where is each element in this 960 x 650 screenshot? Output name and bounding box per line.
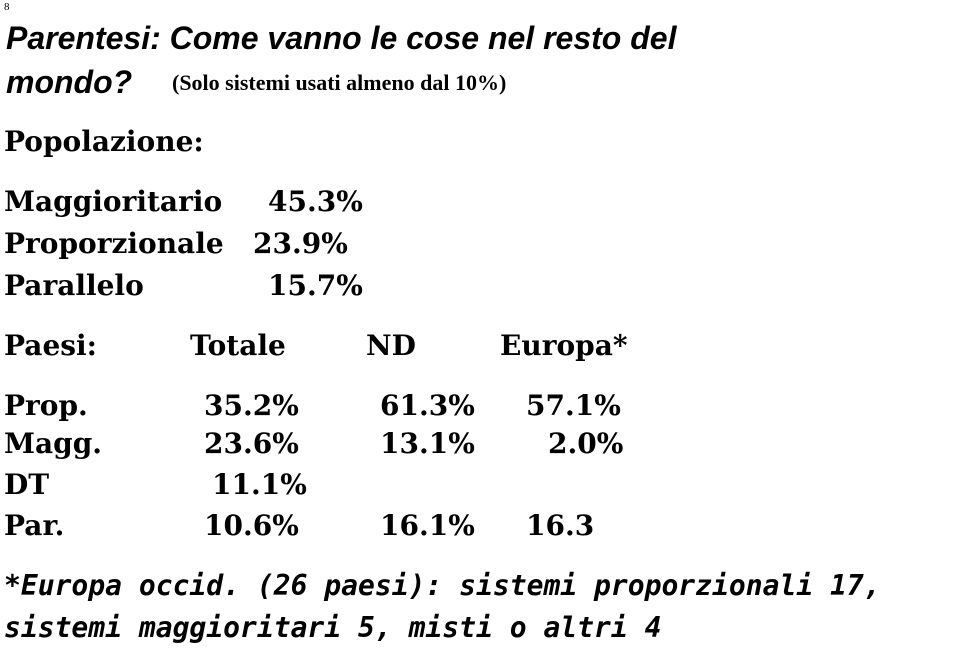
countries-header-europa: Europa* xyxy=(500,329,628,362)
table-cell-prop-europa: 57.1% xyxy=(526,389,621,422)
footnote-line-2: sistemi maggioritari 5, misti o altri 4 xyxy=(4,611,662,644)
table-cell-magg-europa: 2.0% xyxy=(548,427,624,460)
table-row-label-par: Par. xyxy=(4,509,65,542)
table-cell-dt-totale: 11.1% xyxy=(212,468,307,501)
page-number: 8 xyxy=(4,1,10,13)
table-row-label-dt: DT xyxy=(4,468,50,501)
population-value-maggioritario: 45.3% xyxy=(268,185,363,218)
population-label-parallelo: Parallelo xyxy=(4,269,144,302)
footnote-line-1: *Europa occid. (26 paesi): sistemi proporzionali 17, xyxy=(4,569,881,602)
table-cell-par-europa: 16.3 xyxy=(526,509,595,542)
page-title-line-1: Parentesi: Come vanno le cose nel resto del xyxy=(6,20,677,56)
page-title-line-2: mondo? xyxy=(6,64,133,100)
population-label-proporzionale: Proporzionale xyxy=(4,227,224,260)
population-value-proporzionale: 23.9% xyxy=(253,227,348,260)
table-cell-magg-totale: 23.6% xyxy=(204,427,299,460)
table-cell-par-nd: 16.1% xyxy=(380,509,475,542)
countries-header-nd: ND xyxy=(366,329,416,362)
table-cell-prop-nd: 61.3% xyxy=(380,389,475,422)
population-value-parallelo: 15.7% xyxy=(268,269,363,302)
population-label-maggioritario: Maggioritario xyxy=(4,185,223,218)
table-cell-magg-nd: 13.1% xyxy=(380,427,475,460)
population-heading: Popolazione: xyxy=(4,125,204,158)
countries-header-totale: Totale xyxy=(190,329,286,362)
countries-header-paesi: Paesi: xyxy=(4,329,97,362)
table-row-label-prop: Prop. xyxy=(4,389,88,422)
title-note: (Solo sistemi usati almeno dal 10%) xyxy=(172,70,507,95)
table-cell-prop-totale: 35.2% xyxy=(204,389,299,422)
table-cell-par-totale: 10.6% xyxy=(204,509,299,542)
table-row-label-magg: Magg. xyxy=(4,427,103,460)
